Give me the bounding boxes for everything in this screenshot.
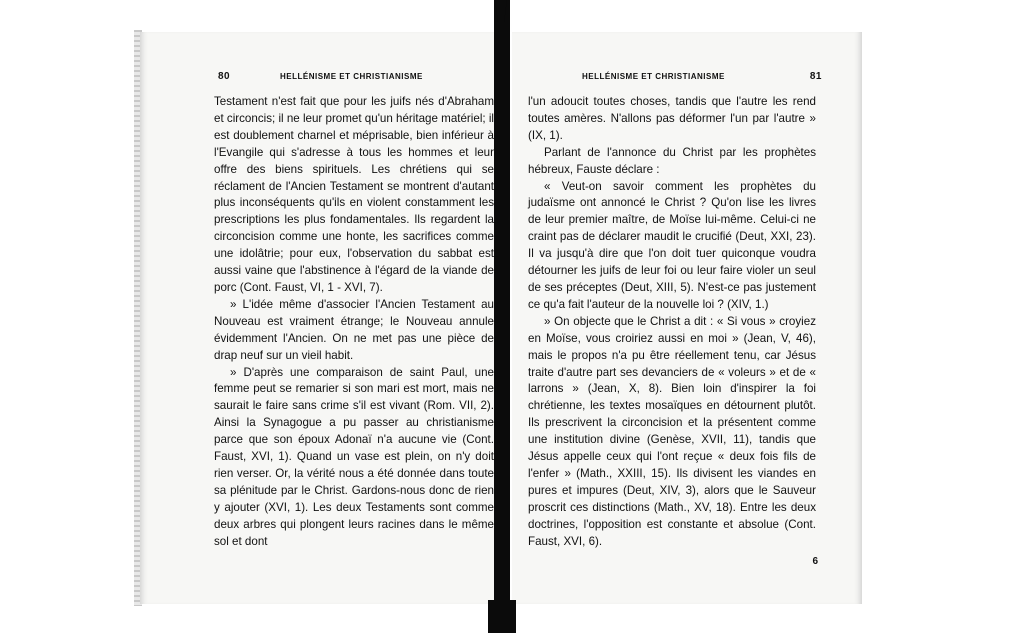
spine-top — [486, 0, 516, 22]
right-paragraph-3: « Veut-on savoir comment les prophètes du judaïsme ont annoncé le Christ ? Qu'on lise les livres de leur premier maître, de Moïse lui-même. Celui-ci ne craint pas de déclarer maudit le crucifié (Deut, XXI, 23). Il va jusqu'à dire que l'on doit tuer quiconque voudra détourner les juifs de leur foi ou leur faire violer un seul de ses préceptes (Deut, XIII, 5). N'est-ce pas justement ce qu'a fait l'auteur de la nouvelle loi ? (XIV, 1.) — [528, 179, 816, 311]
book-spine — [494, 0, 510, 633]
right-page-body — [528, 94, 816, 550]
left-paragraph-3: » D'après une comparaison de saint Paul, une femme peut se remarier si son mari est mort, mais ne saurait le faire sans crime s'il est vivant (Rom. VII, 2). Ainsi la Synagogue a pu passer au christianisme parce que son époux Adonaï n'a aucune vie (Cont. Faust, XVI, 1). Quand un vase est plein, on n'y doit rien verser. Or, la vérité nous a été donnée dans toute sa plénitude par le Christ. Gardons-nous donc de rien y ajouter (XVI, 1). Les deux Testaments sont comme deux arbres qui plongent leurs racines dans le même sol et dont — [214, 365, 494, 548]
left-page-body — [214, 94, 494, 550]
left-page-header — [140, 72, 502, 86]
left-paragraph-1: Testament n'est fait que pour les juifs nés d'Abraham et circoncis; il ne leur promet qu'un héritage matériel; il est doublement charnel et méprisable, bien inférieur à l'Evangile qui s'adresse à tous les hommes et leur offre des biens spirituels. Les chrétiens qui se réclament de l'Ancien Testament se montrent d'autant plus inconséquents qu'ils en violent constamment les prescriptions les plus fondamentales. Ils regardent la circoncision comme une honte, les sacrifices comme une idolâtrie; pour eux, l'observation du sabbat est aussi vaine que l'abstinence à l'égard de la viande de porc (Cont. Faust, VI, 1 - XVI, 7). — [214, 95, 494, 294]
left-page — [140, 32, 502, 604]
right-page-header — [512, 72, 862, 86]
right-paragraph-1: l'un adoucit toutes choses, tandis que l'autre les rend toutes amères. N'allons pas déformer l'un par l'autre » (IX, 1). — [528, 95, 816, 142]
right-page — [512, 32, 862, 604]
right-paragraph-2: Parlant de l'annonce du Christ par les prophètes hébreux, Fauste déclare : — [528, 145, 816, 176]
left-running-head: HELLÉNISME ET CHRISTIANISME — [280, 72, 423, 81]
signature-mark: 6 — [812, 556, 818, 567]
right-page-number: 81 — [809, 71, 822, 82]
left-page-number: 80 — [218, 71, 231, 82]
spine-bottom — [488, 600, 516, 633]
left-paragraph-2: » L'idée même d'associer l'Ancien Testament au Nouveau est vraiment étrange; le Nouveau annule évidemment l'Ancien. On ne met pas une pièce de drap neuf sur un vieil habit. — [214, 297, 494, 362]
right-paragraph-4: » On objecte que le Christ a dit : « Si vous » croyiez en Moïse, vous croiriez aussi en moi » (Jean, V, 46), mais le propos n'a pu être réellement tenu, car Jésus traite d'autre part ses devanciers de « voleurs » et de « larrons » (Jean, X, 8). Bien loin d'inspirer la foi chrétienne, les textes mosaïques en détournent plutôt. Ils prescrivent la circoncision et la présentent comme une institution divine (Genèse, XVII, 11), tandis que Jésus appelle ceux qui l'ont reçue « deux fois fils de l'enfer » (Math., XXIII, 15). Ils divisent les viandes en pures et impures (Deut, XIV, 3), alors que le Sauveur proscrit ces distinctions (Math., XV, 18). Entre les deux doctrines, l'opposition est constante et absolue (Cont. Faust, XVI, 6). — [528, 314, 816, 548]
right-running-head: HELLÉNISME ET CHRISTIANISME — [582, 72, 725, 81]
